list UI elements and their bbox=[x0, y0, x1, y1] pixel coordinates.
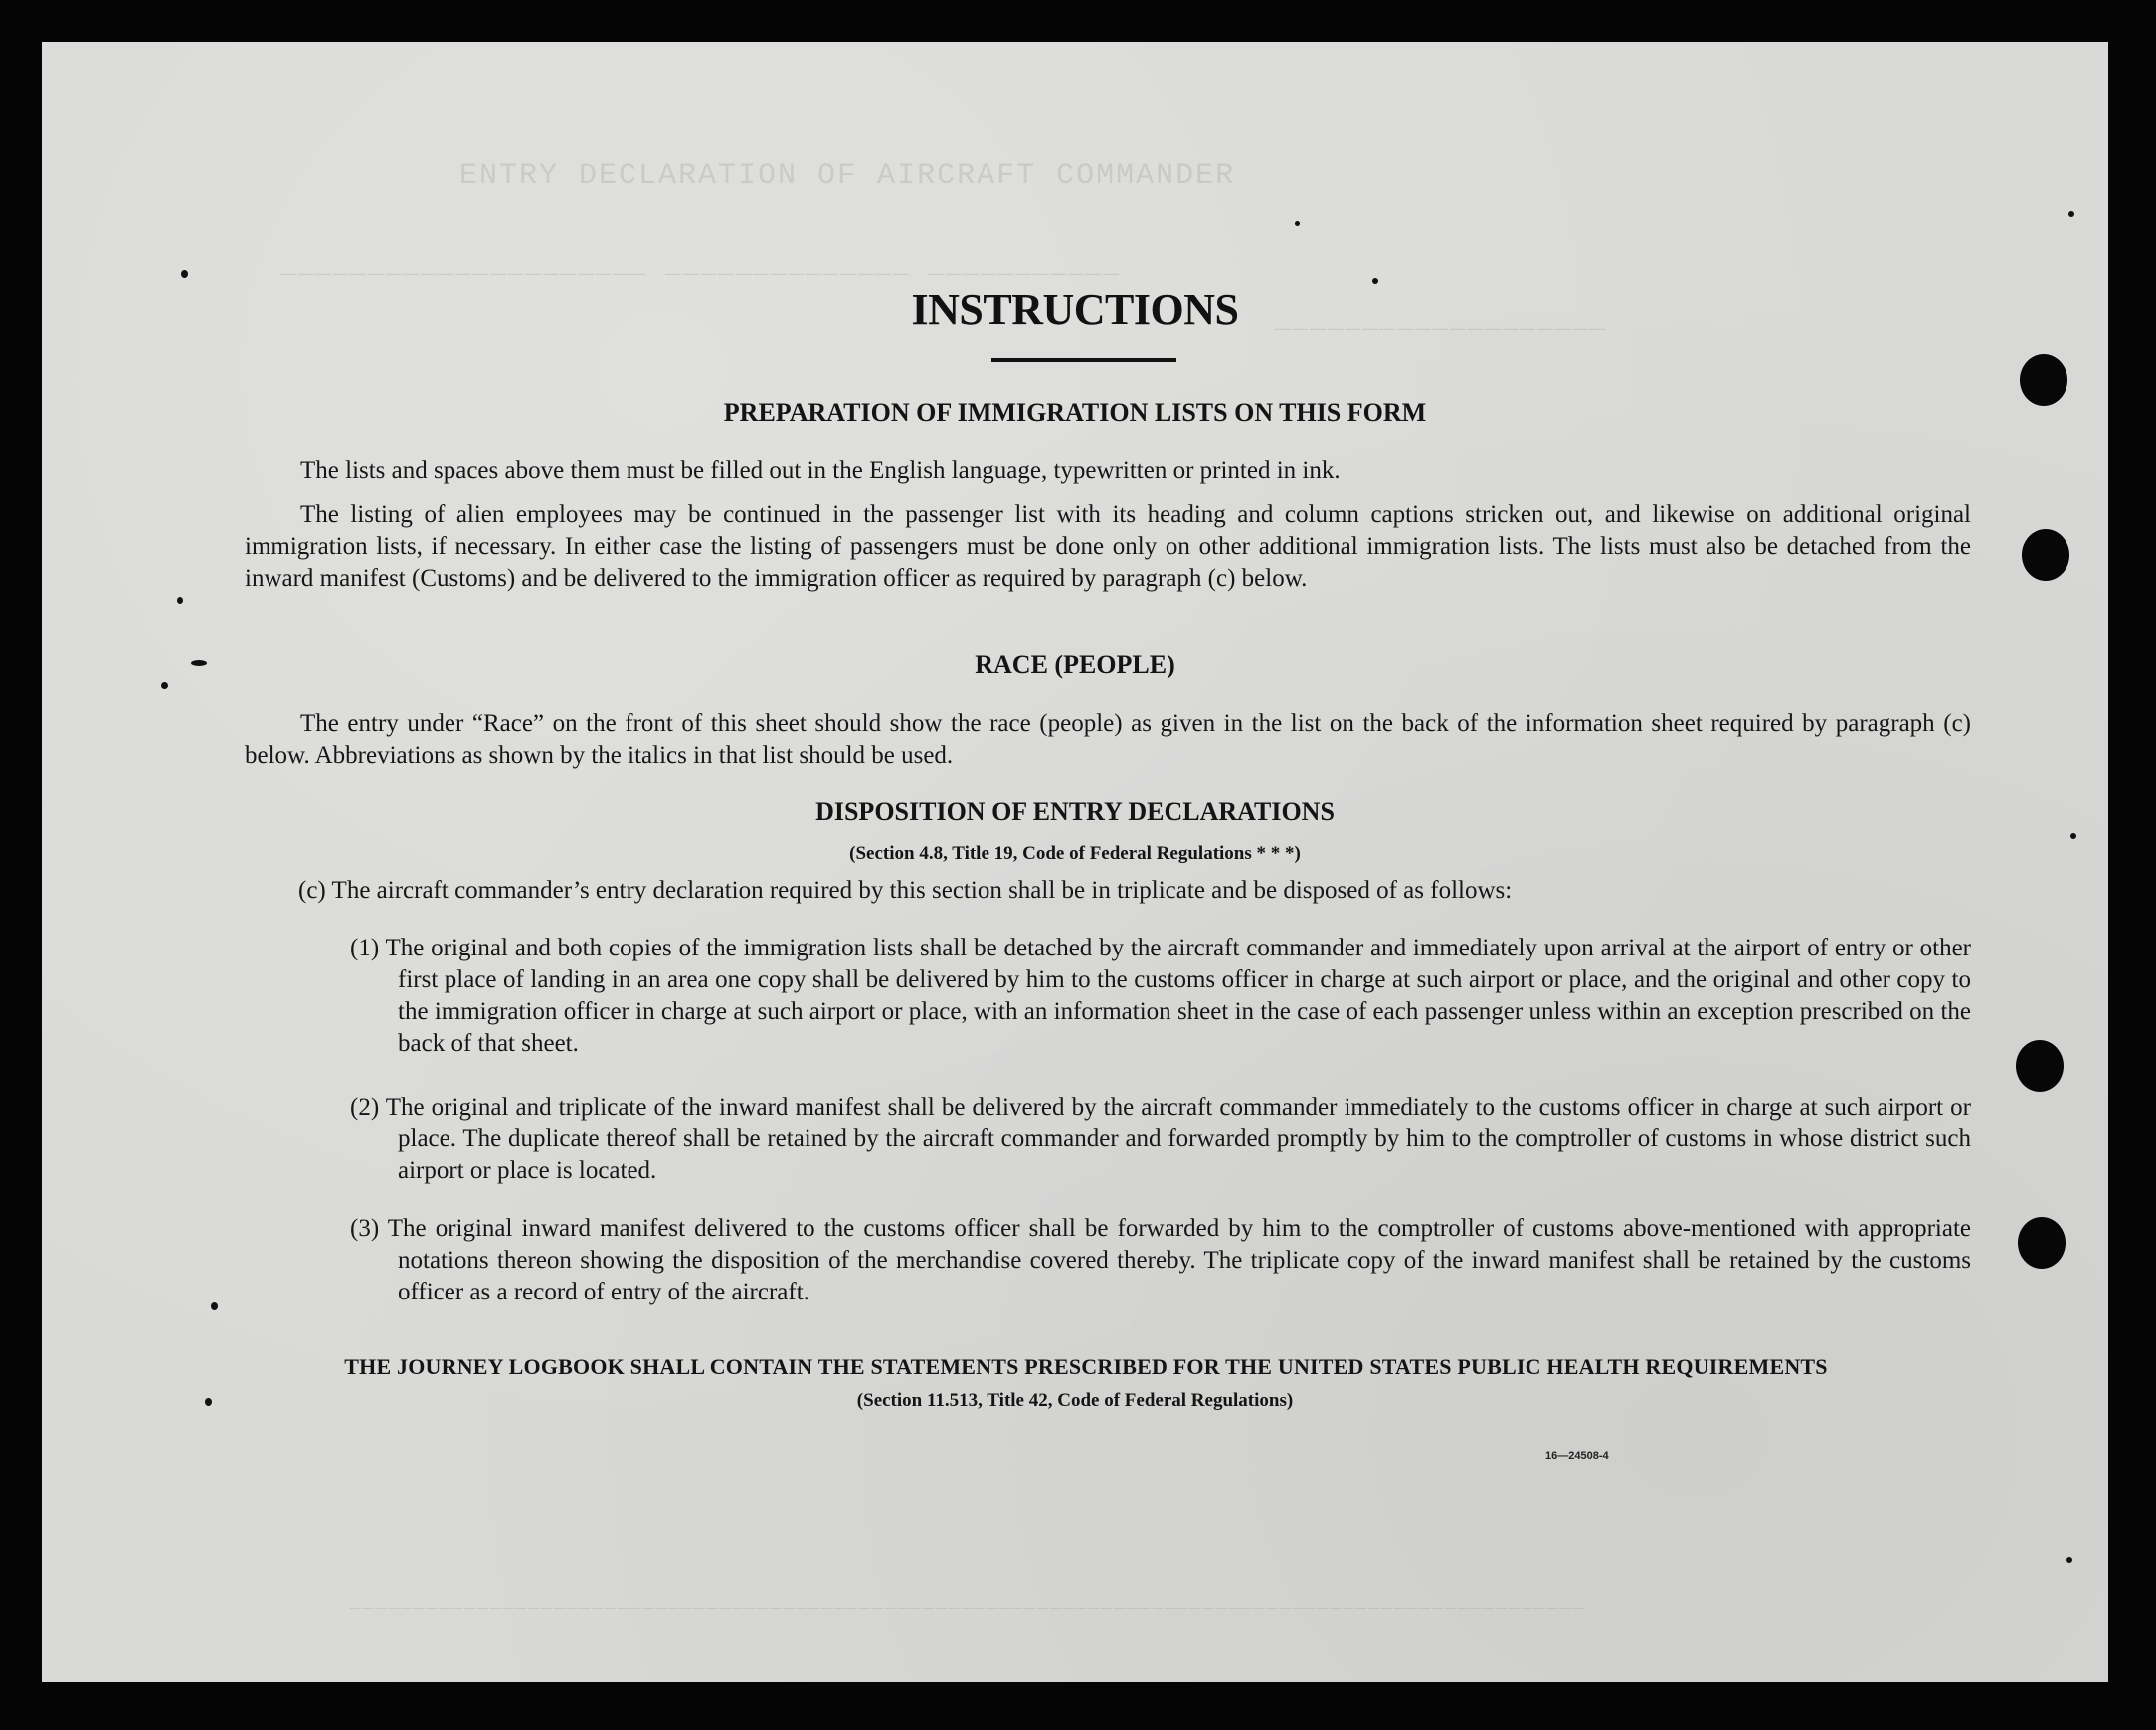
ink-speck bbox=[161, 682, 168, 689]
ink-speck bbox=[2066, 1557, 2072, 1563]
public-health-statement: THE JOURNEY LOGBOOK SHALL CONTAIN THE STATEMENTS PRESCRIBED FOR THE UNITED STATES PUBLIC HEALTH REQUIREMENTS bbox=[344, 1354, 1828, 1379]
ink-speck bbox=[2068, 211, 2074, 217]
punch-hole bbox=[2022, 529, 2069, 581]
punch-hole bbox=[2018, 1217, 2066, 1269]
document-page bbox=[42, 42, 2108, 1682]
bleed-through-text: _____________________ ______________ ___________ bbox=[280, 251, 1121, 280]
form-number: 16—24508-4 bbox=[1545, 1450, 1609, 1462]
title-underline bbox=[991, 358, 1176, 362]
ink-speck bbox=[177, 597, 183, 604]
disposition-item-1: (1) The original and both copies of the immigration lists shall be detached by the aircraft commander and immediately upon arrival at the airport of entry or other first place of landing in an area one copy shall be delivered by him to the customs officer in charge at such airport or place, and the original and other copy to the immigration officer in charge at such airport or place, with an information sheet in the case of each passenger unless within an exception prescribed on the back of that sheet. bbox=[350, 935, 1971, 1057]
ink-speck bbox=[2070, 833, 2076, 839]
disposition-item-2: (2) The original and triplicate of the inward manifest shall be delivered by the aircraft commander immediately to the customs officer in charge at such airport or place. The duplicate thereof shall be retained by the aircraft commander and forwarded promptly by him to the comptroller of customs in whose district such airport or place is located. bbox=[350, 1094, 1971, 1184]
race-paragraph: The entry under “Race” on the front of this sheet should show the race (people) as given in the list on the back of the information sheet required by paragraph (c) below. Abbreviations as shown by the italics in that list should be used. bbox=[245, 710, 1971, 769]
bleed-through-text: ENTRY DECLARATION OF AIRCRAFT COMMANDER bbox=[459, 159, 1236, 193]
disposition-item-3: (3) The original inward manifest delivered to the customs officer shall be forwarded by him to the comptroller of customs above-mentioned with appropriate notations thereon showing the disposition of the merchandise covered thereby. The triplicate copy of the inward manifest shall be retained by the customs officer as a record of entry of the aircraft. bbox=[350, 1215, 1971, 1305]
disposition-heading: DISPOSITION OF ENTRY DECLARATIONS bbox=[815, 797, 1335, 826]
bleed-through-text: _________________________________________________________________________________________________ bbox=[350, 1593, 1585, 1613]
ink-speck bbox=[1295, 221, 1300, 226]
preparation-heading: PREPARATION OF IMMIGRATION LISTS ON THIS FORM bbox=[723, 398, 1427, 427]
page-title: INSTRUCTIONS bbox=[911, 285, 1239, 334]
preparation-paragraph-1: The lists and spaces above them must be filled out in the English language, typewritten or printed in ink. bbox=[300, 457, 1341, 484]
disposition-intro: (c) The aircraft commander’s entry declaration required by this section shall be in triplicate and be disposed of as follows: bbox=[298, 877, 1513, 904]
preparation-paragraph-2: The listing of alien employees may be continued in the passenger list with its heading and column captions stricken out, and likewise on additional original immigration lists, if necessary. In either case the listing of passengers must be done only on other additional immigration lists. The lists must also be detached from the inward manifest (Customs) and be delivered to the immigration officer as required by paragraph (c) below. bbox=[245, 501, 1971, 592]
race-heading: RACE (PEOPLE) bbox=[975, 650, 1175, 679]
public-health-citation: (Section 11.513, Title 42, Code of Federal Regulations) bbox=[856, 1390, 1294, 1411]
disposition-citation: (Section 4.8, Title 19, Code of Federal Regulations * * *) bbox=[849, 843, 1301, 864]
punch-hole bbox=[2016, 1040, 2064, 1092]
bleed-through-text: ___________________ bbox=[1275, 305, 1608, 335]
ink-speck bbox=[181, 270, 188, 278]
ink-speck bbox=[211, 1302, 218, 1310]
